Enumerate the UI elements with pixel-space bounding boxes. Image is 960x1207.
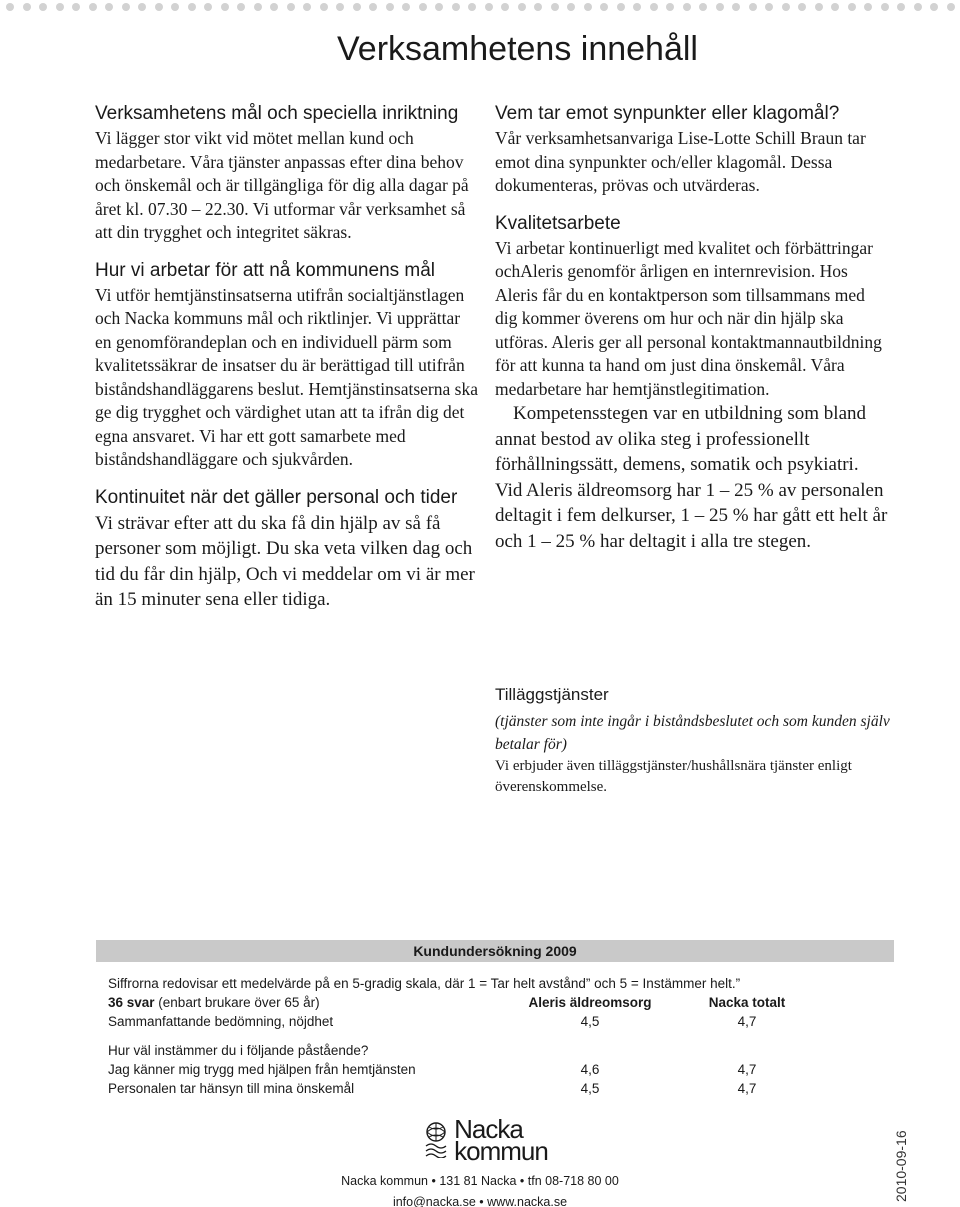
logo-text — [454, 1114, 548, 1166]
border-dot — [237, 3, 245, 11]
section-mal-inriktning — [95, 102, 480, 245]
section-kontinuitet — [95, 486, 480, 613]
border-dot — [171, 3, 179, 11]
survey-column-headers — [108, 993, 894, 1012]
border-dot — [336, 3, 344, 11]
section-body: Vi arbetar kontinuerligt med kvalitet och förbättringar ochAleris genomför årligen en internrevision. Hos Aleris får du en kontaktperson som tillsammans med dig kommer överens om hur och när din hjälp ska utföras. Aleris ger all personal kontaktmannautbildning för att kunna ta hand om just dina önskemål. Våra medarbetare har hemtjänstlegitimation. — [495, 237, 882, 399]
section-body: Vi strävar efter att du ska få din hjälp av så få personer som möjligt. Du ska veta vilken dag och tid du får din hjälp, Och vi meddelar om vi är mer än 15 minuter sena eller tidiga. — [95, 512, 475, 610]
border-dot — [353, 3, 361, 11]
section-tillaggstjanster — [495, 684, 890, 798]
footer-address: Nacka kommun • 131 81 Nacka • tfn 08-718 80 00 — [341, 1174, 619, 1188]
survey-count — [108, 993, 508, 1012]
row-value-nacka: 4,7 — [737, 1014, 757, 1029]
border-dot — [567, 3, 575, 11]
border-dot — [600, 3, 608, 11]
section-synpunkter — [495, 102, 890, 198]
section-kvalitetsarbete — [495, 212, 890, 555]
border-dot — [501, 3, 509, 11]
border-dot — [815, 3, 823, 11]
section-heading: Kontinuitet när det gäller personal och tider — [95, 486, 458, 508]
survey-count-bold: 36 svar — [108, 995, 155, 1010]
decorative-dot-border — [0, 0, 960, 20]
border-dot — [468, 3, 476, 11]
section-heading: Tilläggstjänster — [495, 685, 609, 704]
border-dot — [56, 3, 64, 11]
section-heading: Verksamhetens mål och speciella inriktning — [95, 103, 459, 124]
survey-question: Hur väl instämmer du i följande påstående? — [108, 1043, 369, 1058]
border-dot — [122, 3, 130, 11]
section-body-secondary: Kompetensstegen var en utbildning som bland annat bestod av olika steg i professionellt förhållningssätt, demens, somatik och psykiatri. Vid Aleris äldreomsorg har 1 – 25 % av personalen deltagit i fem delkurser, 1 – 25 % har gått ett helt år och 1 – 25 % har deltagit i alla tre stegen. — [495, 403, 888, 552]
table-row — [108, 1060, 894, 1079]
row-label: Personalen tar hänsyn till mina önskemål — [108, 1081, 355, 1096]
border-dot — [617, 3, 625, 11]
table-row — [108, 1012, 894, 1031]
section-body: Vår verksamhetsanvariga Lise-Lotte Schill Braun tar emot dina synpunkter och/eller klagomål. Dessa dokumenteras, prövas och utvärderas. — [495, 128, 866, 195]
border-dot — [848, 3, 856, 11]
border-dot — [254, 3, 262, 11]
border-dot — [798, 3, 806, 11]
border-dot — [683, 3, 691, 11]
section-heading: Kvalitetsarbete — [495, 212, 621, 234]
border-dot — [881, 3, 889, 11]
survey-count-rest: (enbart brukare över 65 år) — [154, 995, 320, 1010]
border-dot — [650, 3, 658, 11]
right-column — [495, 102, 890, 568]
footer — [300, 1114, 660, 1207]
section-note: (tjänster som inte ingår i biståndsbeslutet och som kunden själv betalar för) — [495, 713, 890, 753]
survey-body — [96, 962, 894, 1098]
border-dot — [914, 3, 922, 11]
border-dot — [831, 3, 839, 11]
section-body: Vi erbjuder även tilläggstjänster/hushållsnära tjänster enligt överenskommelse. — [495, 758, 852, 795]
row-label: Jag känner mig trygg med hjälpen från hemtjänsten — [108, 1062, 416, 1077]
border-dot — [716, 3, 724, 11]
border-dot — [947, 3, 955, 11]
border-dot — [204, 3, 212, 11]
border-dot — [89, 3, 97, 11]
section-heading: Vem tar emot synpunkter eller klagomål? — [495, 103, 840, 124]
border-dot — [39, 3, 47, 11]
border-dot — [452, 3, 460, 11]
border-dot — [270, 3, 278, 11]
table-row — [108, 1079, 894, 1098]
row-value-nacka: 4,7 — [737, 1062, 757, 1077]
border-dot — [369, 3, 377, 11]
border-dot — [155, 3, 163, 11]
border-dot — [551, 3, 559, 11]
row-label: Sammanfattande bedömning, nöjdhet — [108, 1014, 334, 1029]
border-dot — [782, 3, 790, 11]
border-dot — [518, 3, 526, 11]
spacer — [108, 1031, 894, 1041]
border-dot — [72, 3, 80, 11]
border-dot — [419, 3, 427, 11]
footer-contact[interactable]: info@nacka.se • www.nacka.se — [392, 1195, 568, 1207]
section-body: Vi lägger stor vikt vid mötet mellan kund och medarbetare. Våra tjänster anpassas efter dina behov och önskemål och är tillgängliga för dig alla dagar på året kl. 07.30 – 22.30. Vi utformar vår verksamhet så att din trygghet och integritet säkras. — [95, 128, 469, 242]
border-dot — [765, 3, 773, 11]
border-dot — [435, 3, 443, 11]
row-value-aleris: 4,5 — [580, 1081, 600, 1096]
border-dot — [930, 3, 938, 11]
logo-line-1: Nacka — [454, 1114, 523, 1144]
row-value-aleris: 4,5 — [580, 1014, 600, 1029]
section-heading: Hur vi arbetar för att nå kommunens mål — [95, 259, 436, 281]
border-dot — [138, 3, 146, 11]
survey-box — [96, 940, 894, 1098]
border-dot — [402, 3, 410, 11]
border-dot — [732, 3, 740, 11]
border-dot — [6, 3, 14, 11]
section-body: Vi utför hemtjänstinsatserna utifrån socialtjänstlagen och Nacka kommuns mål och riktlinjer. Vi upprättar en genomförandeplan och en individuell pärm som kvalitetssäkrar de insatser du är berättigad till utifrån biståndshandläggarens beslut. Hemtjänstinsatserna ska ge dig trygghet och värdighet utan att ta ifrån dig det egna ansvaret. Vi har ett gott samarbete med biståndshandläggare och sjukvården. — [95, 284, 478, 469]
survey-intro: Siffrorna redovisar ett medelvärde på en 5-gradig skala, där 1 = Tar helt avstånd” och 5 = Instämmer helt.” — [108, 976, 741, 991]
border-dot — [864, 3, 872, 11]
logo-line-2: kommun — [454, 1136, 548, 1166]
survey-title: Kundundersökning 2009 — [96, 940, 894, 962]
nacka-emblem-icon — [422, 1122, 450, 1158]
border-dot — [633, 3, 641, 11]
row-value-aleris: 4,6 — [580, 1062, 600, 1077]
section-hur-vi-arbetar — [95, 259, 480, 472]
page-title: Verksamhetens innehåll — [336, 30, 698, 68]
border-dot — [897, 3, 905, 11]
left-column — [95, 102, 480, 627]
column-header-nacka: Nacka totalt — [708, 995, 786, 1010]
border-dot — [485, 3, 493, 11]
border-dot — [386, 3, 394, 11]
border-dot — [221, 3, 229, 11]
border-dot — [303, 3, 311, 11]
border-dot — [584, 3, 592, 11]
column-header-aleris: Aleris äldreomsorg — [528, 995, 652, 1010]
border-dot — [320, 3, 328, 11]
border-dot — [105, 3, 113, 11]
border-dot — [287, 3, 295, 11]
nacka-logo — [422, 1114, 548, 1166]
border-dot — [749, 3, 757, 11]
border-dot — [699, 3, 707, 11]
row-value-nacka: 4,7 — [737, 1081, 757, 1096]
border-dot — [534, 3, 542, 11]
print-date: 2010-09-16 — [893, 1130, 909, 1202]
border-dot — [188, 3, 196, 11]
border-dot — [666, 3, 674, 11]
border-dot — [23, 3, 31, 11]
